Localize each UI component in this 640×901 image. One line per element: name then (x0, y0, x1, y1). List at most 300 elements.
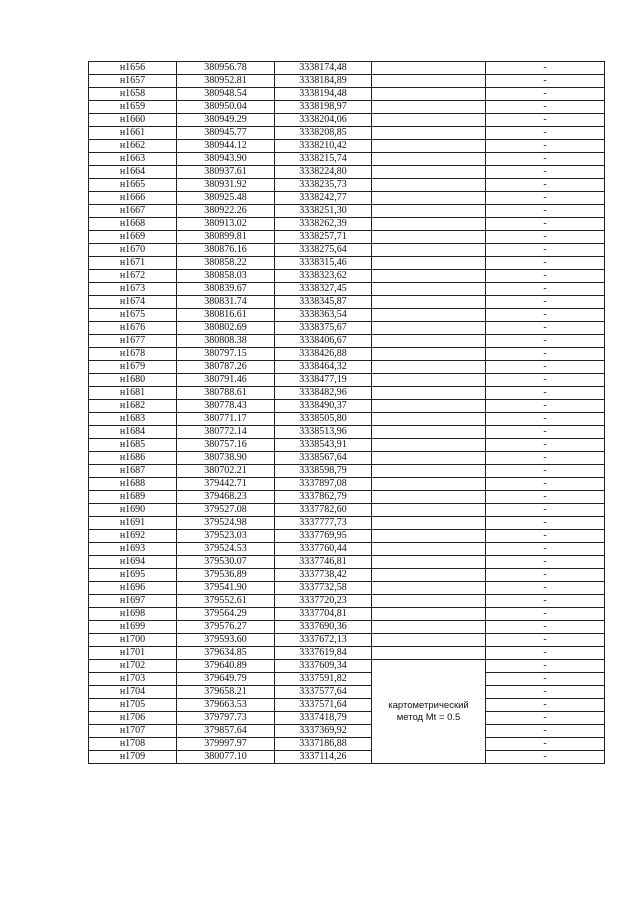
y-coordinate-cell: 3338464,32 (275, 361, 372, 374)
x-coordinate-cell: 379649.79 (177, 673, 275, 686)
y-coordinate-cell: 3337369,92 (275, 725, 372, 738)
y-coordinate-cell: 3337777,73 (275, 517, 372, 530)
accuracy-cell: - (486, 699, 605, 712)
method-cell-empty (372, 88, 486, 101)
accuracy-cell: - (486, 439, 605, 452)
point-number-cell: н1664 (89, 166, 177, 179)
point-number-cell: н1666 (89, 192, 177, 205)
table-row (89, 387, 605, 400)
x-coordinate-cell: 380931.92 (177, 179, 275, 192)
x-coordinate-cell: 379468.23 (177, 491, 275, 504)
table-row (89, 608, 605, 621)
y-coordinate-cell: 3338323,62 (275, 270, 372, 283)
accuracy-cell: - (486, 478, 605, 491)
x-coordinate-cell: 379564.29 (177, 608, 275, 621)
table-row (89, 218, 605, 231)
y-coordinate-cell: 3337738,42 (275, 569, 372, 582)
accuracy-cell: - (486, 101, 605, 114)
method-cell-empty (372, 361, 486, 374)
accuracy-cell: - (486, 231, 605, 244)
y-coordinate-cell: 3338363,54 (275, 309, 372, 322)
point-number-cell: н1691 (89, 517, 177, 530)
accuracy-cell: - (486, 127, 605, 140)
x-coordinate-cell: 380787.26 (177, 361, 275, 374)
table-row (89, 296, 605, 309)
x-coordinate-cell: 380956.78 (177, 62, 275, 75)
y-coordinate-cell: 3338242,77 (275, 192, 372, 205)
point-number-cell: н1658 (89, 88, 177, 101)
table-row (89, 738, 605, 751)
table-row (89, 426, 605, 439)
table-row (89, 127, 605, 140)
method-cell-empty (372, 621, 486, 634)
point-number-cell: н1670 (89, 244, 177, 257)
method-cell-empty (372, 270, 486, 283)
accuracy-cell: - (486, 725, 605, 738)
accuracy-cell: - (486, 556, 605, 569)
x-coordinate-cell: 380702.21 (177, 465, 275, 478)
y-coordinate-cell: 3337720,23 (275, 595, 372, 608)
x-coordinate-cell: 379523.03 (177, 530, 275, 543)
accuracy-cell: - (486, 88, 605, 101)
y-coordinate-cell: 3338208,85 (275, 127, 372, 140)
measurement-method-text: картометрический (388, 699, 469, 711)
y-coordinate-cell: 3337114,26 (275, 751, 372, 764)
x-coordinate-cell: 380858.03 (177, 270, 275, 283)
y-coordinate-cell: 3338251,30 (275, 205, 372, 218)
x-coordinate-cell: 380772.14 (177, 426, 275, 439)
x-coordinate-cell: 379663.53 (177, 699, 275, 712)
method-cell-empty (372, 140, 486, 153)
y-coordinate-cell: 3338257,71 (275, 231, 372, 244)
x-coordinate-cell: 379442.71 (177, 478, 275, 491)
point-number-cell: н1694 (89, 556, 177, 569)
method-cell-empty (372, 387, 486, 400)
method-cell-empty (372, 205, 486, 218)
point-number-cell: н1700 (89, 634, 177, 647)
point-number-cell: н1707 (89, 725, 177, 738)
point-number-cell: н1669 (89, 231, 177, 244)
table-row (89, 504, 605, 517)
point-number-cell: н1681 (89, 387, 177, 400)
accuracy-cell: - (486, 673, 605, 686)
x-coordinate-cell: 380950.04 (177, 101, 275, 114)
method-cell-empty (372, 244, 486, 257)
y-coordinate-cell: 3337897,08 (275, 478, 372, 491)
table-row (89, 686, 605, 699)
method-cell-empty (372, 400, 486, 413)
point-number-cell: н1680 (89, 374, 177, 387)
point-number-cell: н1703 (89, 673, 177, 686)
point-number-cell: н1708 (89, 738, 177, 751)
x-coordinate-cell: 380943.90 (177, 153, 275, 166)
y-coordinate-cell: 3338262,39 (275, 218, 372, 231)
y-coordinate-cell: 3337186,88 (275, 738, 372, 751)
table-row (89, 725, 605, 738)
method-cell-empty (372, 452, 486, 465)
y-coordinate-cell: 3338275,64 (275, 244, 372, 257)
measurement-method-text: метод Mt = 0.5 (396, 711, 461, 723)
accuracy-cell: - (486, 660, 605, 673)
x-coordinate-cell: 379634.85 (177, 647, 275, 660)
point-number-cell: н1690 (89, 504, 177, 517)
y-coordinate-cell: 3338198,97 (275, 101, 372, 114)
method-cell-empty (372, 127, 486, 140)
x-coordinate-cell: 379640.89 (177, 660, 275, 673)
table-row (89, 556, 605, 569)
point-number-cell: н1697 (89, 595, 177, 608)
method-cell-empty (372, 491, 486, 504)
point-number-cell: н1683 (89, 413, 177, 426)
accuracy-cell: - (486, 413, 605, 426)
y-coordinate-cell: 3337690,36 (275, 621, 372, 634)
x-coordinate-cell: 380808.38 (177, 335, 275, 348)
table-row (89, 166, 605, 179)
table-row (89, 712, 605, 725)
x-coordinate-cell: 380952.81 (177, 75, 275, 88)
method-cell-empty (372, 595, 486, 608)
table-row (89, 374, 605, 387)
point-number-cell: н1699 (89, 621, 177, 634)
y-coordinate-cell: 3338194,48 (275, 88, 372, 101)
accuracy-cell: - (486, 283, 605, 296)
method-cell-empty (372, 634, 486, 647)
x-coordinate-cell: 380948.54 (177, 88, 275, 101)
method-cell-empty (372, 543, 486, 556)
x-coordinate-cell: 380778.43 (177, 400, 275, 413)
method-cell-empty (372, 647, 486, 660)
accuracy-cell: - (486, 192, 605, 205)
x-coordinate-cell: 380831.74 (177, 296, 275, 309)
table-row (89, 530, 605, 543)
table-row (89, 231, 605, 244)
y-coordinate-cell: 3338490,37 (275, 400, 372, 413)
y-coordinate-cell: 3337571,64 (275, 699, 372, 712)
y-coordinate-cell: 3338184,89 (275, 75, 372, 88)
method-cell-empty (372, 517, 486, 530)
accuracy-cell: - (486, 452, 605, 465)
table-row (89, 101, 605, 114)
accuracy-cell: - (486, 608, 605, 621)
table-row (89, 244, 605, 257)
coordinates-table (88, 61, 605, 764)
table-row (89, 322, 605, 335)
x-coordinate-cell: 379658.21 (177, 686, 275, 699)
point-number-cell: н1701 (89, 647, 177, 660)
x-coordinate-cell: 379997.97 (177, 738, 275, 751)
point-number-cell: н1679 (89, 361, 177, 374)
y-coordinate-cell: 3337609,34 (275, 660, 372, 673)
point-number-cell: н1677 (89, 335, 177, 348)
x-coordinate-cell: 380899.81 (177, 231, 275, 244)
accuracy-cell: - (486, 322, 605, 335)
x-coordinate-cell: 380839.67 (177, 283, 275, 296)
y-coordinate-cell: 3337672,13 (275, 634, 372, 647)
point-number-cell: н1706 (89, 712, 177, 725)
method-cell-empty (372, 582, 486, 595)
table-row (89, 634, 605, 647)
x-coordinate-cell: 380757.16 (177, 439, 275, 452)
point-number-cell: н1659 (89, 101, 177, 114)
point-number-cell: н1665 (89, 179, 177, 192)
x-coordinate-cell: 380791.46 (177, 374, 275, 387)
table-row (89, 647, 605, 660)
y-coordinate-cell: 3337862,79 (275, 491, 372, 504)
method-cell-empty (372, 374, 486, 387)
y-coordinate-cell: 3337782,60 (275, 504, 372, 517)
accuracy-cell: - (486, 140, 605, 153)
table-row (89, 595, 605, 608)
table-row (89, 335, 605, 348)
accuracy-cell: - (486, 348, 605, 361)
y-coordinate-cell: 3338375,67 (275, 322, 372, 335)
x-coordinate-cell: 379524.98 (177, 517, 275, 530)
accuracy-cell: - (486, 179, 605, 192)
table-row (89, 465, 605, 478)
accuracy-cell: - (486, 530, 605, 543)
table-row (89, 543, 605, 556)
y-coordinate-cell: 3337760,44 (275, 543, 372, 556)
point-number-cell: н1674 (89, 296, 177, 309)
accuracy-cell: - (486, 738, 605, 751)
y-coordinate-cell: 3338345,87 (275, 296, 372, 309)
table-row (89, 491, 605, 504)
y-coordinate-cell: 3338204,06 (275, 114, 372, 127)
method-cell-empty (372, 309, 486, 322)
point-number-cell: н1698 (89, 608, 177, 621)
y-coordinate-cell: 3337732,58 (275, 582, 372, 595)
y-coordinate-cell: 3337769,95 (275, 530, 372, 543)
accuracy-cell: - (486, 218, 605, 231)
x-coordinate-cell: 380797.15 (177, 348, 275, 361)
x-coordinate-cell: 380876.16 (177, 244, 275, 257)
table-row (89, 114, 605, 127)
method-cell-empty (372, 465, 486, 478)
accuracy-cell: - (486, 426, 605, 439)
x-coordinate-cell: 379527.08 (177, 504, 275, 517)
y-coordinate-cell: 3338210,42 (275, 140, 372, 153)
accuracy-cell: - (486, 270, 605, 283)
point-number-cell: н1692 (89, 530, 177, 543)
x-coordinate-cell: 380949.29 (177, 114, 275, 127)
method-cell-empty (372, 335, 486, 348)
x-coordinate-cell: 380937.61 (177, 166, 275, 179)
y-coordinate-cell: 3338513,96 (275, 426, 372, 439)
x-coordinate-cell: 379552.61 (177, 595, 275, 608)
x-coordinate-cell: 379576.27 (177, 621, 275, 634)
point-number-cell: н1686 (89, 452, 177, 465)
x-coordinate-cell: 379536.89 (177, 569, 275, 582)
y-coordinate-cell: 3338327,45 (275, 283, 372, 296)
method-cell-empty (372, 478, 486, 491)
accuracy-cell: - (486, 517, 605, 530)
point-number-cell: н1673 (89, 283, 177, 296)
method-cell-empty (372, 218, 486, 231)
method-cell-empty (372, 348, 486, 361)
table-row (89, 569, 605, 582)
accuracy-cell: - (486, 374, 605, 387)
x-coordinate-cell: 380858.22 (177, 257, 275, 270)
accuracy-cell: - (486, 751, 605, 764)
y-coordinate-cell: 3338174,48 (275, 62, 372, 75)
method-cell-empty (372, 569, 486, 582)
accuracy-cell: - (486, 62, 605, 75)
point-number-cell: н1704 (89, 686, 177, 699)
point-number-cell: н1693 (89, 543, 177, 556)
point-number-cell: н1676 (89, 322, 177, 335)
table-row (89, 361, 605, 374)
x-coordinate-cell: 380077.10 (177, 751, 275, 764)
point-number-cell: н1661 (89, 127, 177, 140)
table-row (89, 88, 605, 101)
table-row (89, 257, 605, 270)
coordinates-table-body (89, 62, 605, 764)
x-coordinate-cell: 380913.02 (177, 218, 275, 231)
y-coordinate-cell: 3337577,64 (275, 686, 372, 699)
point-number-cell: н1705 (89, 699, 177, 712)
accuracy-cell: - (486, 647, 605, 660)
x-coordinate-cell: 380788.61 (177, 387, 275, 400)
accuracy-cell: - (486, 491, 605, 504)
table-row (89, 673, 605, 686)
y-coordinate-cell: 3338598,79 (275, 465, 372, 478)
accuracy-cell: - (486, 582, 605, 595)
method-cell-empty (372, 296, 486, 309)
table-row (89, 439, 605, 452)
y-coordinate-cell: 3338477,19 (275, 374, 372, 387)
x-coordinate-cell: 379524.53 (177, 543, 275, 556)
point-number-cell: н1671 (89, 257, 177, 270)
accuracy-cell: - (486, 296, 605, 309)
method-cell-empty (372, 530, 486, 543)
point-number-cell: н1695 (89, 569, 177, 582)
y-coordinate-cell: 3337619,84 (275, 647, 372, 660)
point-number-cell: н1668 (89, 218, 177, 231)
accuracy-cell: - (486, 361, 605, 374)
table-row (89, 660, 605, 673)
point-number-cell: н1663 (89, 153, 177, 166)
y-coordinate-cell: 3338426,88 (275, 348, 372, 361)
point-number-cell: н1709 (89, 751, 177, 764)
method-cell-empty (372, 231, 486, 244)
x-coordinate-cell: 380922.26 (177, 205, 275, 218)
table-row (89, 517, 605, 530)
accuracy-cell: - (486, 153, 605, 166)
table-row (89, 75, 605, 88)
method-cell-empty (372, 556, 486, 569)
method-cell-empty (372, 179, 486, 192)
table-row (89, 348, 605, 361)
point-number-cell: н1662 (89, 140, 177, 153)
accuracy-cell: - (486, 335, 605, 348)
x-coordinate-cell: 380925.48 (177, 192, 275, 205)
x-coordinate-cell: 379530.07 (177, 556, 275, 569)
y-coordinate-cell: 3338543,91 (275, 439, 372, 452)
accuracy-cell: - (486, 387, 605, 400)
accuracy-cell: - (486, 114, 605, 127)
method-cell-empty (372, 75, 486, 88)
accuracy-cell: - (486, 309, 605, 322)
x-coordinate-cell: 379857.64 (177, 725, 275, 738)
table-row (89, 751, 605, 764)
accuracy-cell: - (486, 543, 605, 556)
point-number-cell: н1684 (89, 426, 177, 439)
x-coordinate-cell: 380945.77 (177, 127, 275, 140)
point-number-cell: н1660 (89, 114, 177, 127)
y-coordinate-cell: 3337746,81 (275, 556, 372, 569)
y-coordinate-cell: 3338505,80 (275, 413, 372, 426)
table-row (89, 283, 605, 296)
method-cell-empty (372, 257, 486, 270)
table-row (89, 179, 605, 192)
accuracy-cell: - (486, 621, 605, 634)
y-coordinate-cell: 3337418,79 (275, 712, 372, 725)
point-number-cell: н1688 (89, 478, 177, 491)
y-coordinate-cell: 3337591,82 (275, 673, 372, 686)
table-row (89, 309, 605, 322)
y-coordinate-cell: 3338215,74 (275, 153, 372, 166)
method-cell-empty (372, 322, 486, 335)
point-number-cell: н1667 (89, 205, 177, 218)
accuracy-cell: - (486, 257, 605, 270)
method-cell-empty (372, 192, 486, 205)
y-coordinate-cell: 3338406,67 (275, 335, 372, 348)
measurement-method-cell (372, 660, 486, 764)
x-coordinate-cell: 380738.90 (177, 452, 275, 465)
table-row (89, 140, 605, 153)
x-coordinate-cell: 380771.17 (177, 413, 275, 426)
point-number-cell: н1657 (89, 75, 177, 88)
x-coordinate-cell: 379797.73 (177, 712, 275, 725)
point-number-cell: н1689 (89, 491, 177, 504)
accuracy-cell: - (486, 595, 605, 608)
method-cell-empty (372, 426, 486, 439)
method-cell-empty (372, 101, 486, 114)
point-number-cell: н1702 (89, 660, 177, 673)
table-row (89, 621, 605, 634)
method-cell-empty (372, 114, 486, 127)
accuracy-cell: - (486, 686, 605, 699)
method-cell-empty (372, 166, 486, 179)
x-coordinate-cell: 379541.90 (177, 582, 275, 595)
point-number-cell: н1672 (89, 270, 177, 283)
table-row (89, 699, 605, 712)
point-number-cell: н1685 (89, 439, 177, 452)
y-coordinate-cell: 3338567,64 (275, 452, 372, 465)
accuracy-cell: - (486, 75, 605, 88)
point-number-cell: н1696 (89, 582, 177, 595)
y-coordinate-cell: 3338235,73 (275, 179, 372, 192)
table-row (89, 192, 605, 205)
table-row (89, 452, 605, 465)
method-cell-empty (372, 283, 486, 296)
accuracy-cell: - (486, 504, 605, 517)
y-coordinate-cell: 3338224,80 (275, 166, 372, 179)
accuracy-cell: - (486, 569, 605, 582)
point-number-cell: н1682 (89, 400, 177, 413)
point-number-cell: н1656 (89, 62, 177, 75)
x-coordinate-cell: 379593.60 (177, 634, 275, 647)
method-cell-empty (372, 153, 486, 166)
table-row (89, 270, 605, 283)
accuracy-cell: - (486, 166, 605, 179)
table-row (89, 205, 605, 218)
table-row (89, 153, 605, 166)
x-coordinate-cell: 380944.12 (177, 140, 275, 153)
accuracy-cell: - (486, 465, 605, 478)
table-row (89, 582, 605, 595)
table-row (89, 400, 605, 413)
